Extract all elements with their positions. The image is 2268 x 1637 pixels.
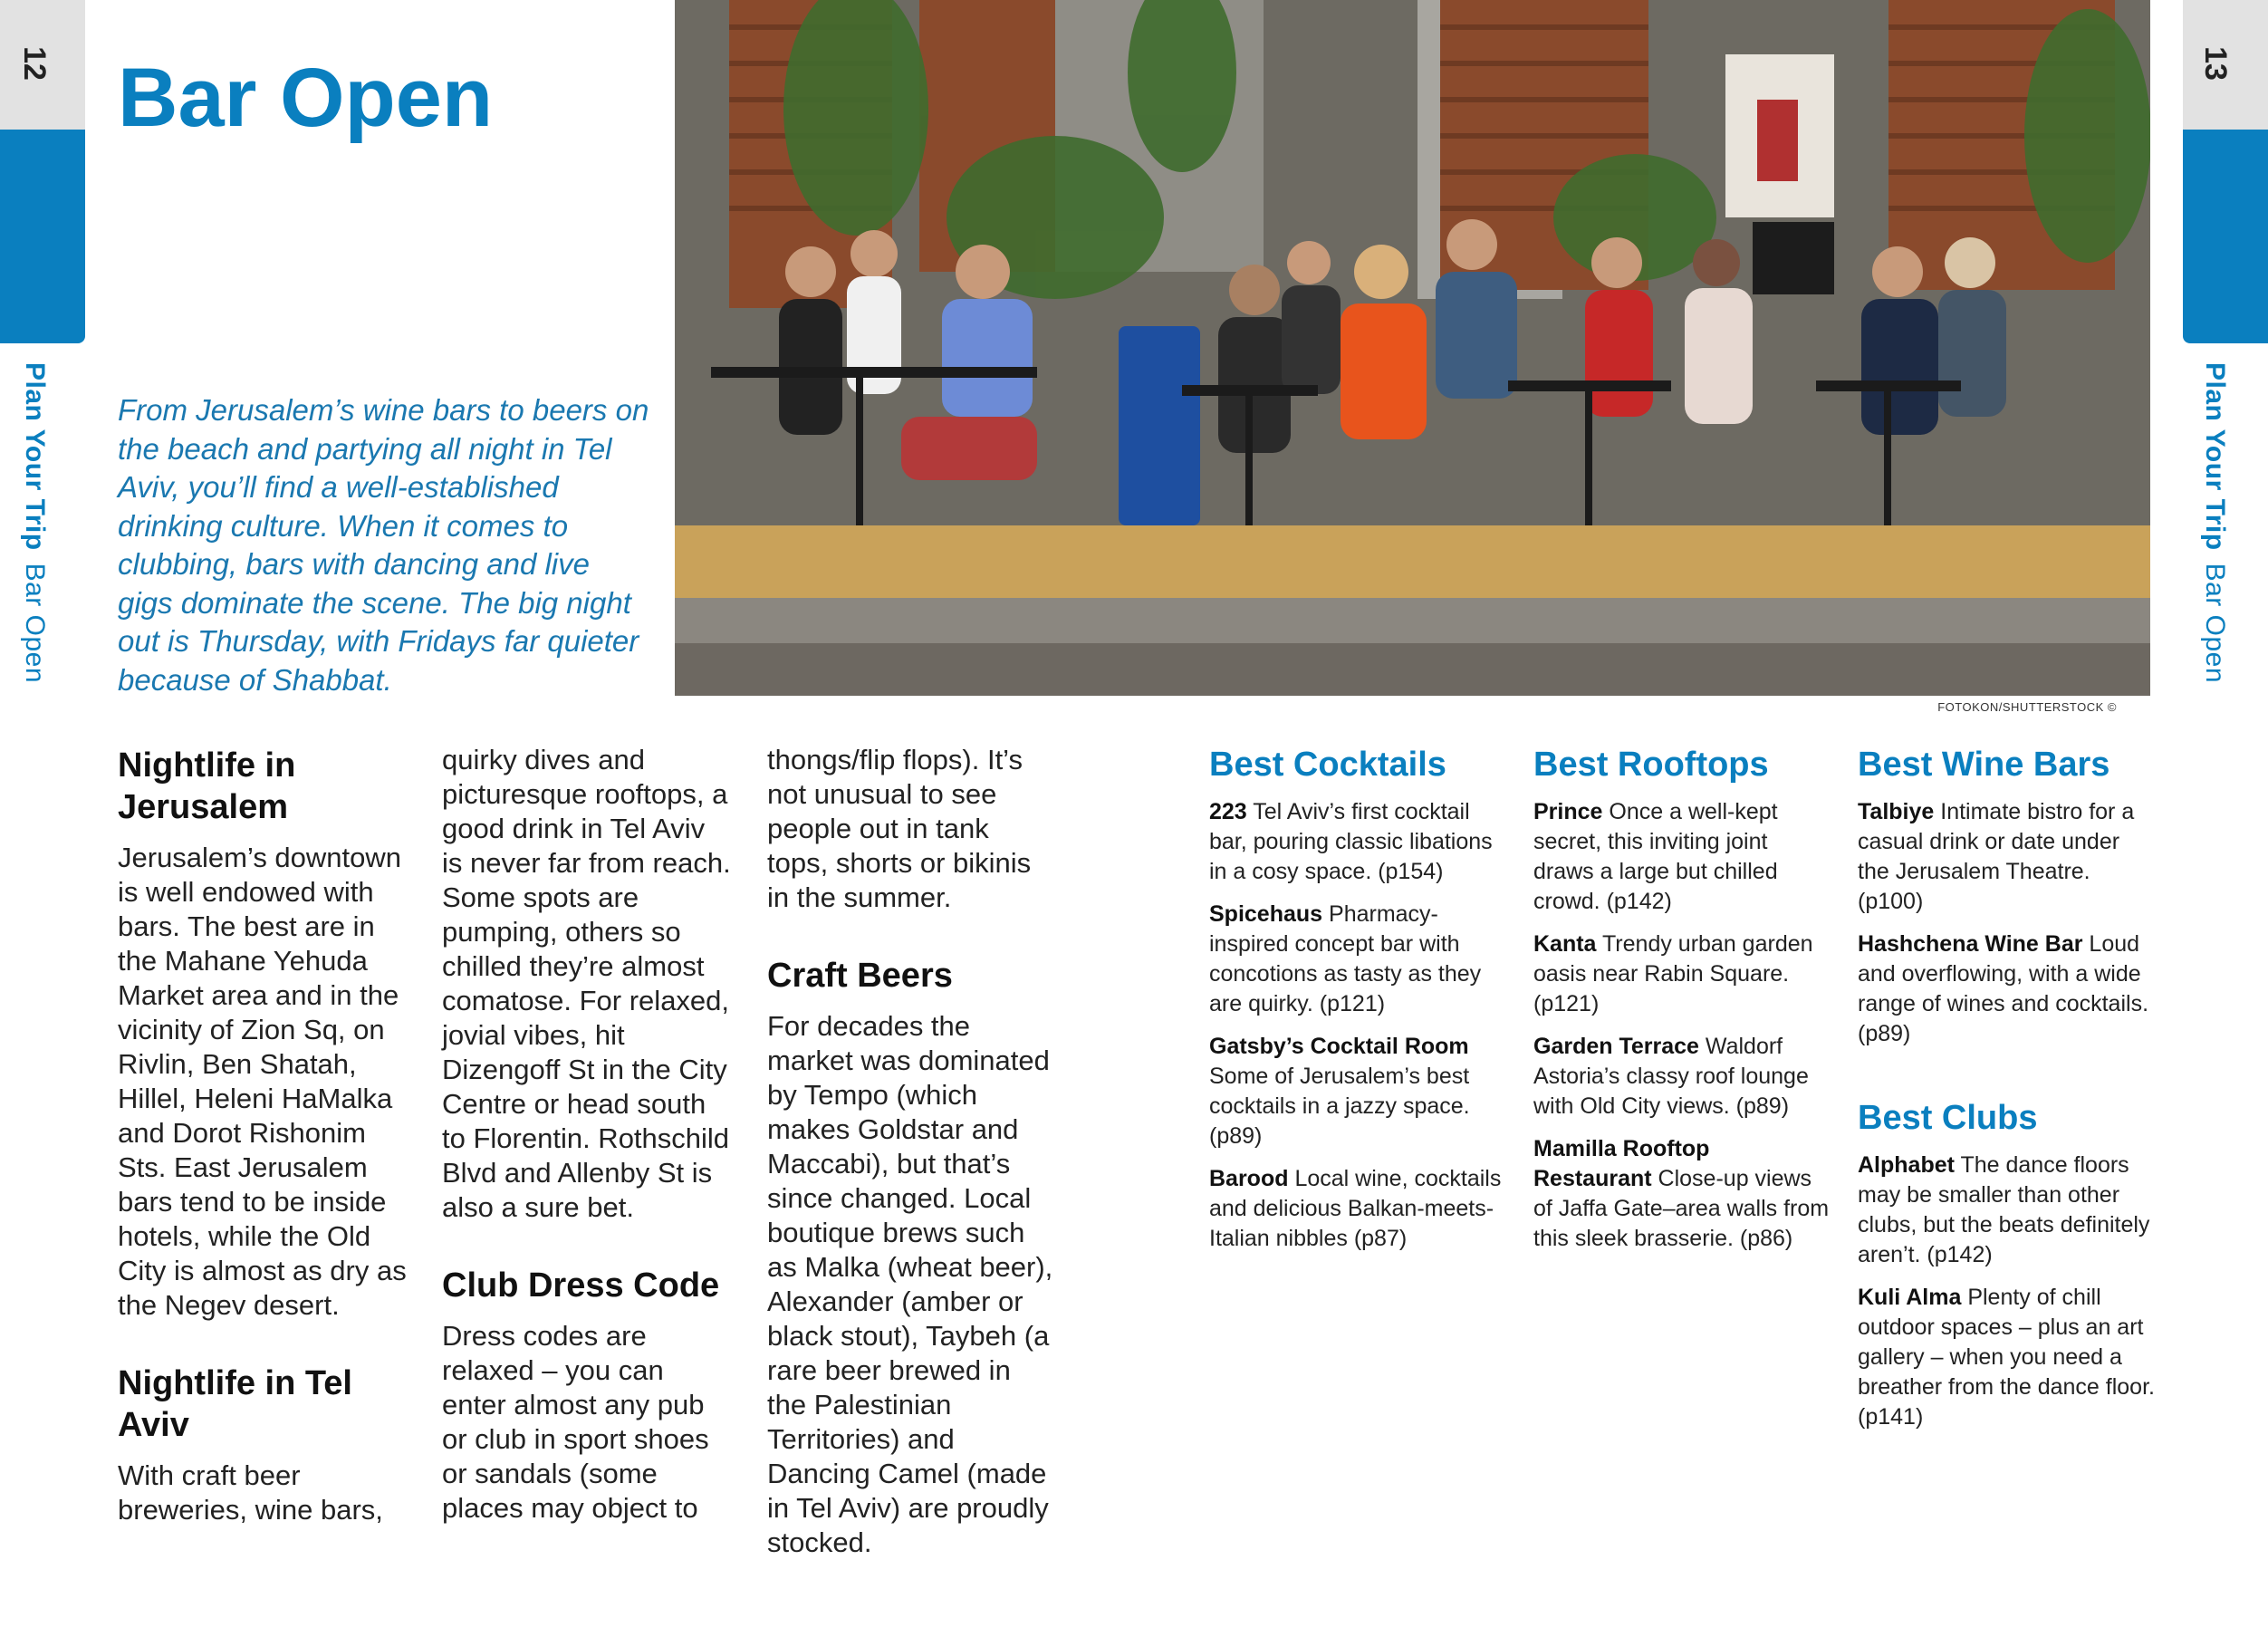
column-2	[442, 743, 732, 1526]
intro-text: From Jerusalem’s wine bars to beers on the beach and partying all night in Tel Aviv, you’ll find a well-established drinking culture. When it comes to clubbing, bars with dancing and live gigs dominate the scene. The big night out is Thursday, with Fridays far quieter because of Shabbat.	[118, 393, 649, 697]
list-item	[1209, 1164, 1508, 1254]
heading-nightlife-jerusalem: Nightlife in Jerusalem	[118, 746, 296, 826]
list-item	[1858, 1283, 2157, 1432]
venue-name: Kuli Alma	[1858, 1285, 1962, 1310]
dress-code-text-start: Dress codes are relaxed – you can enter almost any pub or club in sport shoes or sandals (some places may object to	[442, 1320, 709, 1524]
venue-description: Intimate bistro for a casual drink or date under the Jerusalem Theatre. (p100)	[1858, 799, 2135, 914]
best-wine-bars-and-clubs	[1858, 745, 2157, 1445]
venue-name: Mamilla Rooftop Restaurant	[1533, 1136, 1710, 1191]
list-item	[1533, 1134, 1832, 1254]
venue-name: Barood	[1209, 1166, 1289, 1191]
list-item	[1533, 1032, 1832, 1122]
venue-name: Hashchena Wine Bar	[1858, 931, 2083, 957]
venue-description: The dance floors may be smaller than other clubs, but the beats definitely aren’t. (p142)	[1858, 1152, 2150, 1267]
venue-name: Prince	[1533, 799, 1603, 824]
side-label-chapter: Bar Open	[20, 563, 50, 684]
tel-aviv-text-start: With craft beer breweries, wine bars,	[118, 1459, 383, 1526]
heading-nightlife-tel-aviv: Nightlife in Tel Aviv	[118, 1364, 352, 1444]
bar-scene-photo	[675, 0, 2150, 696]
right-side-label	[2201, 362, 2228, 683]
venue-description: Plenty of chill outdoor spaces – plus an art gallery – when you need a breather from the dance floor. (p141)	[1858, 1285, 2155, 1430]
venue-name: Alphabet	[1858, 1152, 1955, 1178]
list-item	[1858, 1151, 2157, 1270]
venue-description: Pharmacy-inspired concept bar with concotions as tasty as they are quirky. (p121)	[1209, 901, 1482, 1016]
left-page-number: 12	[17, 46, 52, 81]
page-title: Bar Open	[118, 52, 494, 144]
photo-credit: FOTOKON/SHUTTERSTOCK ©	[1937, 700, 2117, 714]
list-item	[1209, 797, 1508, 887]
venue-description: Close-up views of Jaffa Gate–area walls from this sleek brasserie. (p86)	[1533, 1166, 1830, 1251]
venue-name: Gatsby’s Cocktail Room	[1209, 1034, 1469, 1059]
heading-craft-beers: Craft Beers	[767, 957, 953, 995]
left-color-tab	[0, 130, 85, 343]
dress-code-text-continued: thongs/flip flops). It’s not unusual to see people out in tank tops, shorts or bikinis in the summer.	[767, 744, 1032, 913]
venue-name: Kanta	[1533, 931, 1597, 957]
side-label-section: Plan Your Trip	[20, 362, 50, 551]
best-wine-bars-heading: Best Wine Bars	[1858, 746, 2110, 784]
venue-description: Waldorf Astoria’s classy roof lounge with Old City views. (p89)	[1533, 1034, 1809, 1119]
venue-name: Spicehaus	[1209, 901, 1323, 927]
venue-description: Trendy urban garden oasis near Rabin Square. (p121)	[1533, 931, 1813, 1016]
tel-aviv-text-continued: quirky dives and picturesque rooftops, a good drink in Tel Aviv is never far from reach. Some spots are pumping, others so chilled they’re almost comatose. For relaxed, jovial vibes, hit Dizengoff St in the City Centre or head south to Florentin. Rothschild Blvd and Allenby St is also a sure bet.	[442, 744, 731, 1223]
venue-description: Some of Jerusalem’s best cocktails in a jazzy space. (p89)	[1209, 1064, 1470, 1149]
venue-description: Loud and overflowing, with a wide range of wines and cocktails. (p89)	[1858, 931, 2149, 1046]
venue-description: Tel Aviv’s first cocktail bar, pouring classic libations in a cosy space. (p154)	[1209, 799, 1493, 884]
side-label-chapter: Bar Open	[2200, 563, 2230, 684]
craft-beers-text: For decades the market was dominated by Tempo (which makes Goldstar and Maccabi), but that’s since changed. Local boutique brews such as Malka (wheat beer), Alexander (amber or black stout), Taybeh (a rare beer brewed in the Palestinian Territories) and Dancing Camel (made in Tel Aviv) are proudly stocked.	[767, 1010, 1053, 1558]
list-item	[1858, 797, 2157, 917]
venue-name: 223	[1209, 799, 1247, 824]
right-page-number: 13	[2198, 46, 2233, 81]
venue-name: Garden Terrace	[1533, 1034, 1699, 1059]
side-label-section: Plan Your Trip	[2200, 362, 2230, 551]
list-item	[1209, 900, 1508, 1019]
column-3	[767, 743, 1057, 1560]
heading-club-dress-code: Club Dress Code	[442, 1266, 720, 1305]
best-cocktails	[1209, 745, 1508, 1266]
venue-name: Talbiye	[1858, 799, 1935, 824]
left-side-label	[21, 362, 48, 683]
venue-description: Local wine, cocktails and delicious Balkan-meets-Italian nibbles (p87)	[1209, 1166, 1502, 1251]
best-rooftops-heading: Best Rooftops	[1533, 746, 1769, 784]
list-item	[1533, 929, 1832, 1019]
best-clubs-heading: Best Clubs	[1858, 1099, 2038, 1137]
column-1	[118, 745, 408, 1527]
jerusalem-text: Jerusalem’s downtown is well endowed with bars. The best are in the Mahane Yehuda Market area and in the vicinity of Zion Sq, on Rivlin, Ben Shatah, Hillel, Heleni HaMalka and Dorot Rishonim Sts. East Jerusalem bars tend to be inside hotels, while the Old City is almost as dry as the Negev desert.	[118, 842, 407, 1321]
list-item	[1858, 929, 2157, 1049]
right-color-tab	[2183, 130, 2268, 343]
list-item	[1209, 1032, 1508, 1151]
venue-description: Once a well-kept secret, this inviting joint draws a large but chilled crowd. (p142)	[1533, 799, 1778, 914]
best-rooftops	[1533, 745, 1832, 1266]
list-item	[1533, 797, 1832, 917]
best-cocktails-heading: Best Cocktails	[1209, 746, 1446, 784]
